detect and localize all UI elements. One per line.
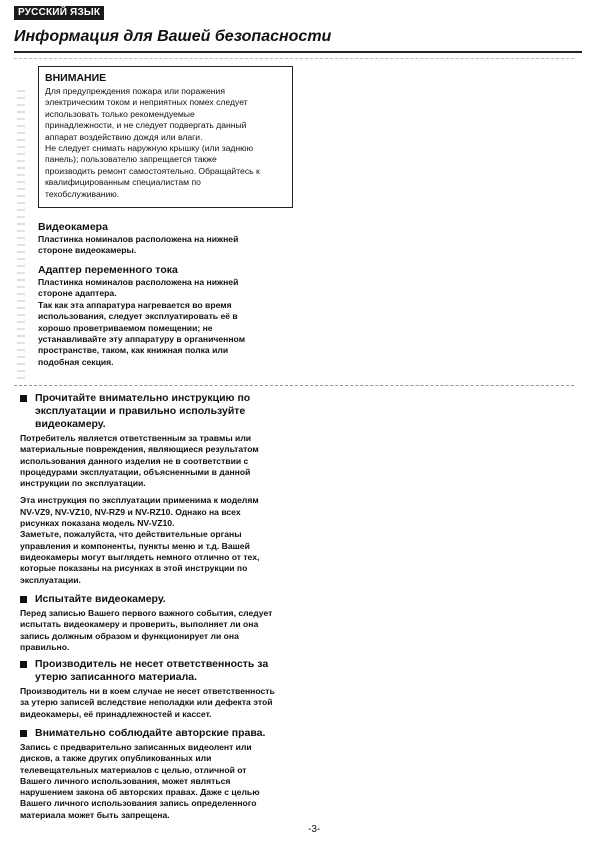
section-heading	[20, 593, 340, 606]
bullet-square-icon	[20, 395, 27, 402]
section-test-camcorder	[20, 593, 340, 659]
section-manufacturer-liability	[20, 658, 340, 726]
adapter-title: Адаптер переменного тока	[38, 264, 178, 276]
language-tab: РУССКИЙ ЯЗЫК	[14, 6, 104, 20]
paragraph: Перед записью Вашего первого важного события, следует испытать видеокамеру и проверить, выполняет ли она запись должным образом и функционирует ли она правильно.	[20, 608, 273, 652]
bullet-square-icon	[20, 596, 27, 603]
paragraph: Производитель ни в коем случае не несет ответственность за утерю записей вследствие неполадки или дефекта этой видеокамеры, её принадлежностей и кассет.	[20, 686, 275, 719]
title-rule	[14, 51, 582, 53]
paragraph: Эта инструкция по эксплуатации применима к моделям NV-VZ9, NV-VZ10, NV-RZ9 и NV-RZ10. Однако на всех рисунках показана модель NV-VZ10. Заметьте, пожалуйста, что действительные органы управления и компоненты, пункты меню и т.д. Вашей видеокамеры могут выглядеть немного отлично от тех, которые показаны на рисунках в этой инструкции по эксплуатации.	[20, 495, 260, 585]
section-heading-text: Прочитайте внимательно инструкцию по эксплуатации и правильно используйте видеокамеру.	[35, 392, 251, 430]
section-heading	[20, 727, 340, 740]
section-heading-text: Производитель не несет ответственность за утерю записанного материала.	[35, 658, 269, 683]
warning-text: Для предупреждения пожара или поражения электрическим током и неприятных помех следует использовать только рекомендуемые принадлежности, и не следует подвергать данный аппарат воздействию дождя или влаги. Не следует снимать наружную крышку (или заднюю панель); пользователю запрещается также производить ремонт самостоятельно. Обращайтесь к квалифицированным специалистам по техобслуживанию.	[45, 86, 260, 199]
page-title: Информация для Вашей безопасности	[14, 28, 332, 45]
camcorder-title: Видеокамера	[38, 221, 108, 233]
section-heading-text: Внимательно соблюдайте авторские права.	[35, 727, 266, 739]
section-heading	[20, 392, 340, 431]
bullet-square-icon	[20, 661, 27, 668]
camcorder-section	[38, 221, 278, 257]
warning-box	[38, 66, 293, 208]
section-heading-text: Испытайте видеокамеру.	[35, 593, 166, 605]
adapter-text: Пластинка номиналов расположена на нижней стороне адаптера. Так как эта аппаратура нагревается во время использования, следует эксплуатировать её в хорошо проветриваемом помещении; не устанавливайте эту аппаратуру в органиченном пространстве, таком, как книжная полка или подобная секция.	[38, 277, 246, 367]
bullet-square-icon	[20, 730, 27, 737]
warning-title: ВНИМАНИЕ	[45, 72, 107, 84]
adapter-section	[38, 264, 278, 368]
paragraph: Запись с предварительно записанных видеолент или дисков, а также других опубликованных или телевещательных материалов с целью, отличной от Вашего личного использования, может являться нарушением закона об авторских правах. Даже с целью Вашего личного использования запись определенного материала может быть запрещена.	[20, 742, 260, 820]
scan-margin-noise	[17, 90, 25, 380]
page-number: -3-	[308, 824, 321, 835]
section-read-instructions	[20, 392, 340, 592]
section-heading	[20, 658, 340, 684]
paragraph: Потребитель является ответственным за травмы или материальные повреждения, являющиеся результатом использования данного изделия не в соответствии с процедурами эксплуатации, объясненными в данной инструкции по эксплуатации.	[20, 433, 259, 489]
section-copyright	[20, 727, 340, 827]
camcorder-text: Пластинка номиналов расположена на нижней стороне видеокамеры.	[38, 234, 239, 256]
